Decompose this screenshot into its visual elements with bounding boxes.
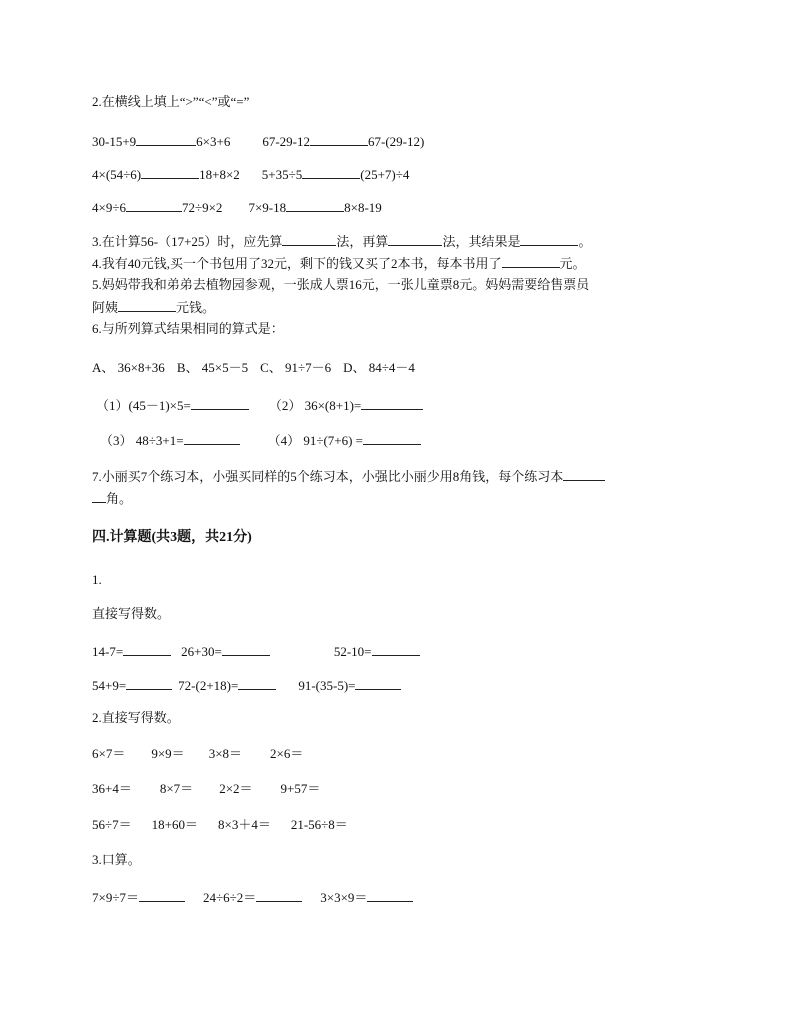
q7-text: 7.小丽买7个练习本，小强买同样的5个练习本，小强比小丽少用8角钱，每个练习本: [92, 469, 564, 484]
expr: 30-15+9: [92, 134, 137, 149]
q4-text: 4.我有40元钱,买一个书包用了32元，剩下的钱又买了2本书，每本书用了: [92, 256, 502, 271]
answer-blank[interactable]: [141, 166, 199, 179]
expr: 36+4＝: [92, 781, 132, 796]
c2-title: 2.直接写得数。: [92, 710, 180, 725]
q7-text: 角。: [106, 491, 133, 506]
expr: 24÷6÷2＝: [202, 890, 257, 905]
q2-row-3: [92, 199, 382, 216]
q3-text: 3.在计算56-（17+25）时，应先算: [92, 234, 283, 249]
q3-line: [92, 233, 591, 250]
expr: 6×7＝: [92, 746, 126, 761]
answer-blank[interactable]: [310, 133, 368, 146]
expr: 4×(54÷6): [92, 167, 142, 182]
expr: 52-10=: [333, 644, 372, 659]
answer-blank[interactable]: [191, 397, 249, 410]
q6-items-row-2: [100, 432, 421, 449]
c3-row: [92, 889, 413, 906]
q7-line-1: [92, 468, 605, 485]
expr: 18+8×2: [199, 167, 240, 182]
expr: 72-(2+18)=: [178, 678, 239, 693]
c1-instruction: 直接写得数。: [92, 606, 171, 621]
expr: 8×3＋4＝: [217, 817, 271, 832]
q5-line-1: 5.妈妈带我和弟弟去植物园参观，一张成人票16元，一张儿童票8元。妈妈需要给售票员: [92, 277, 590, 292]
expr: 26+30=: [181, 644, 222, 659]
answer-blank[interactable]: [136, 133, 196, 146]
answer-blank[interactable]: [355, 677, 401, 690]
q3-text: 法，再算: [336, 234, 389, 249]
expr: 8×8-19: [344, 200, 382, 215]
section-heading: 四.计算题(共3题，共21分): [92, 530, 252, 545]
answer-blank[interactable]: [123, 643, 171, 656]
expr: 6×3+6: [196, 134, 231, 149]
c2-row-2: [92, 781, 320, 797]
expr: 14-7=: [92, 644, 124, 659]
option-c: C、 91÷7－6: [260, 360, 332, 375]
answer-blank[interactable]: [363, 432, 421, 445]
q6-item-3: （3） 48÷3+1=: [100, 433, 184, 448]
answer-blank[interactable]: [238, 677, 276, 690]
q2-row-1: [92, 133, 424, 150]
q5-text: 阿姨: [92, 300, 119, 315]
q5-text: 元钱。: [176, 300, 216, 315]
expr: 67-29-12: [262, 134, 311, 149]
c3-title: 3.口算。: [92, 852, 141, 867]
q6-item-1: （1）(45－1)×5=: [96, 398, 191, 413]
q6-title: 6.与所列算式结果相同的算式是：: [92, 321, 284, 336]
answer-blank[interactable]: [563, 468, 605, 481]
q7-line-2: [92, 490, 132, 507]
q6-item-2: （2） 36×(8+1)=: [268, 398, 362, 413]
answer-blank[interactable]: [139, 889, 185, 902]
option-a: A、 36×8+36: [92, 360, 165, 375]
expr: 9+57＝: [280, 781, 321, 796]
expr: 54+9=: [92, 678, 127, 693]
expr: 3×8＝: [208, 746, 243, 761]
answer-blank[interactable]: [302, 166, 360, 179]
answer-blank[interactable]: [118, 299, 176, 312]
expr: 67-(29-12): [368, 134, 425, 149]
expr: 21-56÷8＝: [290, 817, 348, 832]
expr: (25+7)÷4: [360, 167, 410, 182]
answer-blank[interactable]: [282, 233, 336, 246]
answer-blank[interactable]: [256, 889, 302, 902]
answer-blank[interactable]: [184, 432, 240, 445]
q2-title: 2.在横线上填上“>”“<”或“=”: [92, 94, 250, 109]
q3-text: 法，其结果是: [442, 234, 521, 249]
expr: 5+35÷5: [261, 167, 303, 182]
answer-blank[interactable]: [222, 643, 270, 656]
c2-row-1: [92, 746, 303, 762]
option-b: B、 45×5－5: [176, 360, 249, 375]
answer-blank[interactable]: [520, 233, 578, 246]
answer-blank[interactable]: [502, 255, 560, 268]
expr: 72÷9×2: [181, 200, 223, 215]
answer-blank[interactable]: [372, 643, 420, 656]
q6-items-row-1: [96, 397, 423, 414]
expr: 56÷7＝: [92, 817, 132, 832]
expr: 3×3×9＝: [320, 890, 368, 905]
q6-options: [92, 360, 415, 376]
expr: 2×6＝: [270, 746, 304, 761]
option-d: D、 84÷4－4: [343, 360, 415, 375]
q6-item-4: （4） 91÷(7+6) =: [267, 433, 364, 448]
answer-blank[interactable]: [126, 199, 182, 212]
answer-blank[interactable]: [126, 677, 172, 690]
expr: 7×9÷7＝: [92, 890, 139, 905]
c1-row-1: [92, 643, 420, 660]
answer-blank[interactable]: [92, 490, 106, 503]
q2-row-2: [92, 166, 409, 183]
expr: 9×9＝: [151, 746, 185, 761]
c1-row-2: [92, 677, 401, 694]
answer-blank[interactable]: [367, 889, 413, 902]
q5-line-2: [92, 299, 215, 316]
c2-row-3: [92, 817, 348, 833]
expr: 2×2＝: [219, 781, 253, 796]
expr: 18+60＝: [151, 817, 198, 832]
c1-number: 1.: [92, 572, 102, 587]
q3-text: 。: [578, 234, 592, 249]
answer-blank[interactable]: [286, 199, 344, 212]
expr: 91-(35-5)=: [298, 678, 356, 693]
expr: 7×9-18: [248, 200, 287, 215]
expr: 8×7＝: [159, 781, 194, 796]
q4-line: [92, 255, 586, 272]
answer-blank[interactable]: [388, 233, 442, 246]
expr: 4×9÷6: [92, 200, 126, 215]
answer-blank[interactable]: [361, 397, 423, 410]
q4-text: 元。: [559, 256, 586, 271]
